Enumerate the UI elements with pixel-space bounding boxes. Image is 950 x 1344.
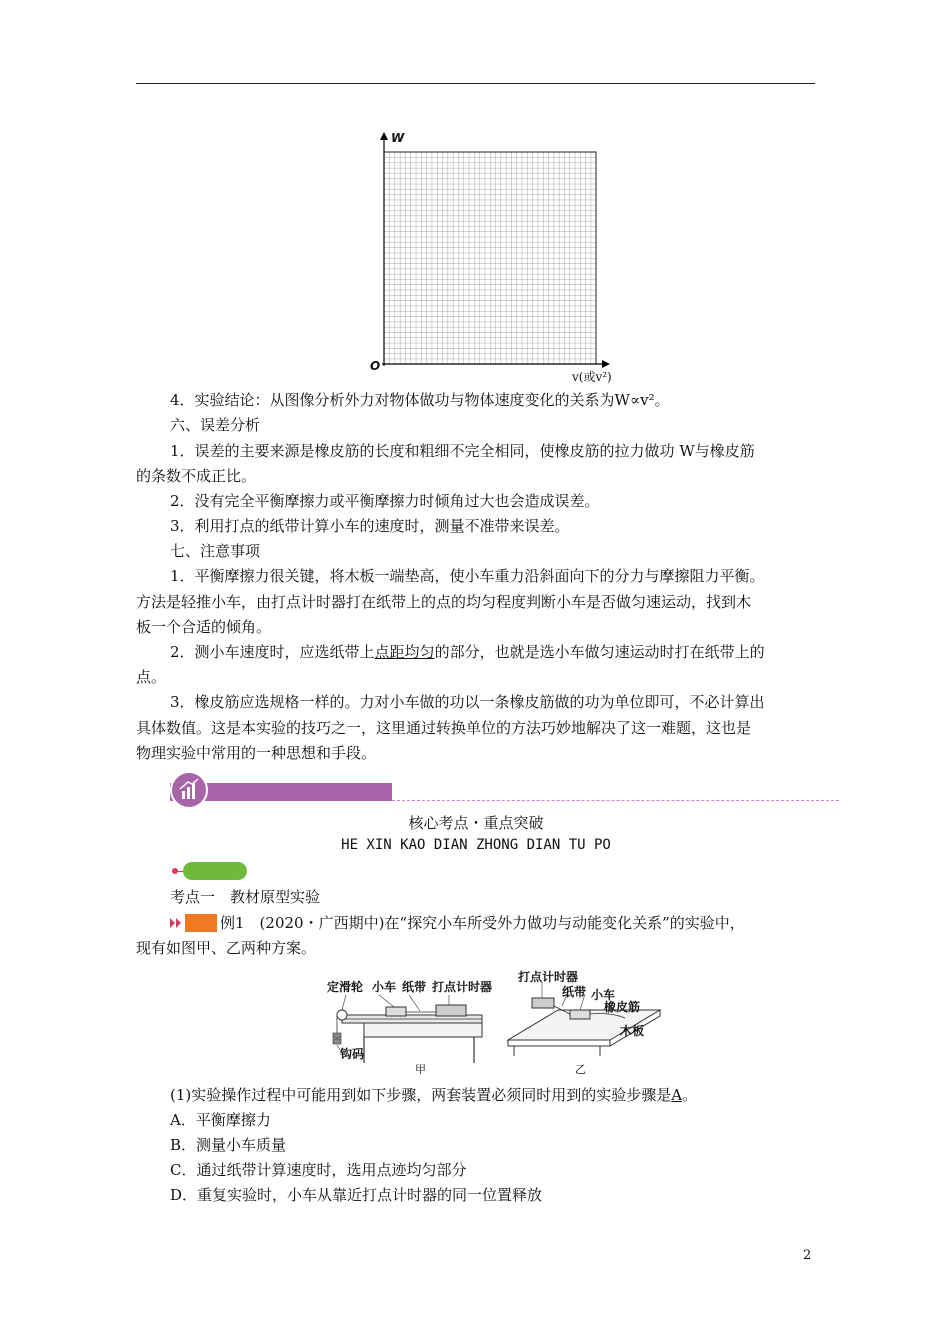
error-item-2: 2．没有完全平衡摩擦力或平衡摩擦力时倾角过大也会造成误差。 — [170, 492, 600, 510]
fig-jia-timer: 打点计时器 — [432, 980, 493, 994]
fig-yi-band: 橡皮筋 — [604, 1000, 641, 1014]
notes-item-1: 1．平衡摩擦力很关键，将木板一端垫高，使小车重力沿斜面向下的分力与摩擦阻力平衡。 — [170, 567, 765, 585]
example-1: 例1 (2020・广西期中)在“探究小车所受外力做功与动能变化关系”的实验中， — [220, 914, 745, 932]
fig-yi-caption: 乙 — [575, 1063, 586, 1076]
notes-item-1-cont: 方法是轻推小车，由打点计时器打在纸带上的点的均匀程度判断小车是否做匀速运动，找到木 — [136, 593, 752, 611]
option-d: D．重复实验时，小车从靠近打点计时器的同一位置释放 — [170, 1186, 543, 1204]
notes-item-3-cont: 具体数值。这是本实验的技巧之一，这里通过转换单位的方法巧妙地解决了这一难题，这也是 — [136, 719, 752, 737]
error-heading: 六、误差分析 — [170, 416, 261, 434]
error-item-1: 1．误差的主要来源是橡皮筋的长度和粗细不完全相同，使橡皮筋的拉力做功 W与橡皮筋 — [170, 442, 755, 460]
origin-label: O — [370, 359, 381, 373]
notes-item-3-cont2: 物理实验中常用的一种思想和手段。 — [136, 744, 377, 762]
topic-1: 考点一 教材原型实验 — [170, 888, 321, 906]
x-axis-arrow-icon — [602, 360, 610, 368]
example-marker — [185, 914, 217, 932]
notes-item-2 — [170, 640, 816, 665]
core-pinyin: HE XIN KAO DIAN ZHONG DIAN TU PO — [341, 837, 611, 853]
option-a: A．平衡摩擦力 — [170, 1111, 271, 1129]
page-number: 2 — [803, 1248, 812, 1263]
question-1 — [170, 1083, 816, 1108]
fig-yi-board: 木板 — [620, 1024, 645, 1038]
error-item-3: 3．利用打点的纸带计算小车的速度时，测量不准带来误差。 — [170, 517, 570, 535]
notes-item-1-cont2: 板一个合适的倾角。 — [136, 618, 272, 636]
option-b: B．测量小车质量 — [170, 1136, 287, 1154]
fig-jia-weight: 钩码 — [340, 1047, 365, 1061]
fig-yi-timer: 打点计时器 — [518, 970, 579, 984]
notes-item-2-post: 的部分，也就是选小车做匀速运动时打在纸带上的 — [434, 643, 765, 661]
topic-marker-dot — [172, 868, 178, 874]
fig-yi-tape: 纸带 — [562, 985, 587, 999]
grid — [384, 152, 596, 364]
question-1-stem: (1)实验操作过程中可能用到如下步骤，两套装置必须同时用到的实验步骤是 — [170, 1086, 672, 1104]
double-arrow-icon — [170, 917, 182, 929]
topic-marker — [183, 862, 247, 880]
example-1-cont: 现有如图甲、乙两种方案。 — [136, 939, 317, 957]
option-c: C．通过纸带计算速度时，选用点迹均匀部分 — [170, 1161, 467, 1179]
notes-item-2-pre: 2．测小车速度时，应选纸带上 — [170, 643, 375, 661]
notes-item-3: 3．橡皮筋应选规格一样的。力对小车做的功以一条橡皮筋做的功为单位即可，不必计算出 — [170, 693, 765, 711]
core-title: 核心考点・重点突破 — [408, 814, 544, 832]
chart-icon — [170, 771, 208, 809]
notes-heading: 七、注意事项 — [170, 542, 261, 560]
header-rule — [136, 83, 815, 84]
fig-yi-cart: 小车 — [591, 988, 616, 1002]
y-axis-label: W — [391, 131, 405, 145]
fig-jia-pulley: 定滑轮 — [327, 980, 364, 994]
fig-jia-tape: 纸带 — [402, 980, 427, 994]
conclusion: 4．实验结论：从图像分析外力对物体做功与物体速度变化的关系为W∝v²。 — [170, 391, 670, 409]
fig-jia-caption: 甲 — [415, 1063, 426, 1076]
x-axis-label: v(或v²) — [572, 370, 612, 384]
question-1-answer: A — [671, 1086, 683, 1104]
y-axis-arrow-icon — [380, 132, 388, 140]
graph-paper-figure — [360, 128, 610, 380]
error-item-1-cont: 的条数不成正比。 — [136, 467, 257, 485]
notes-item-2-answer: 点距均匀 — [374, 643, 435, 661]
notes-item-2-cont: 点。 — [136, 668, 167, 686]
question-1-stem-end: 。 — [682, 1086, 698, 1104]
banner-dashed-line — [392, 800, 839, 801]
fig-jia-cart: 小车 — [372, 980, 397, 994]
